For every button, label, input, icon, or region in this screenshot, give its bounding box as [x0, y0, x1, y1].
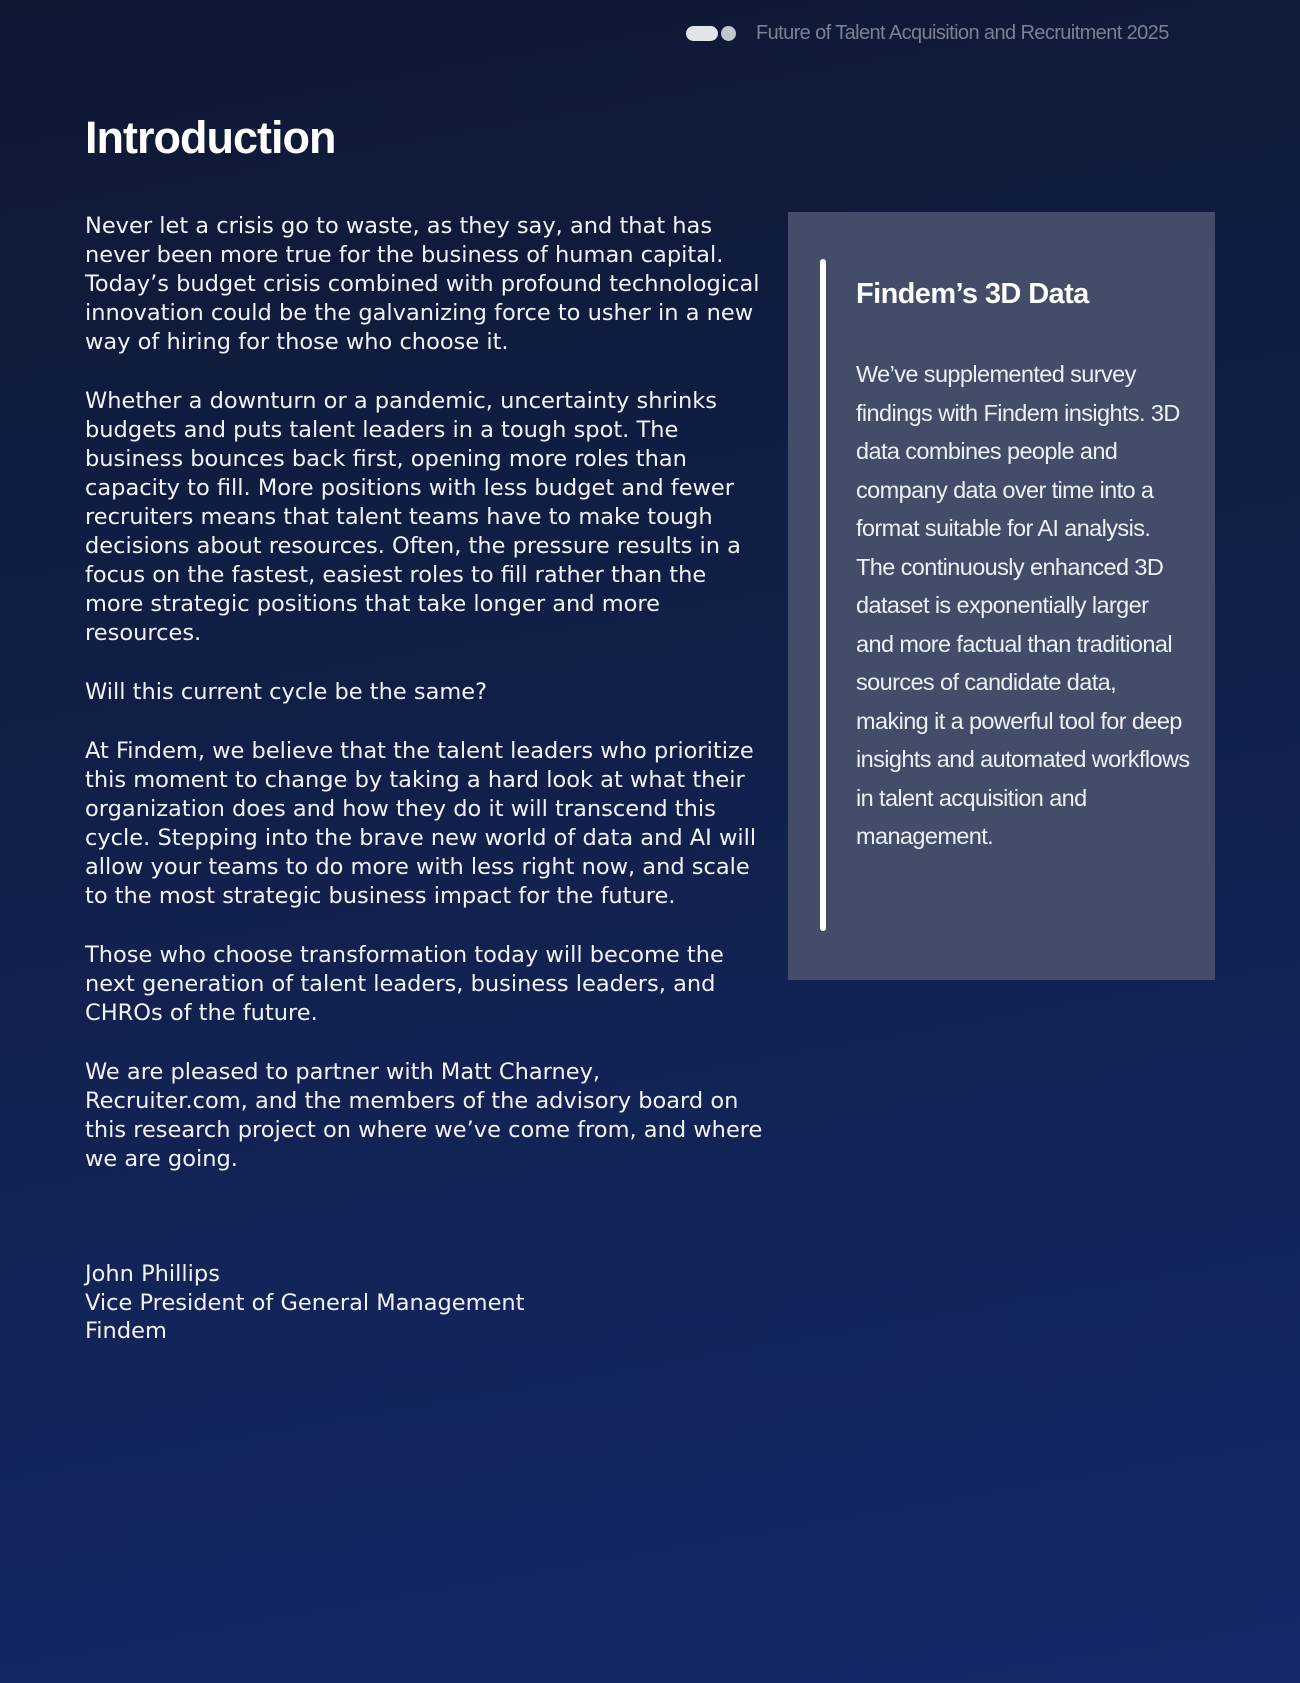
- sidebar-body: We’ve supplemented survey findings with Findem insights. 3D data combines people and company data over time into a format suitable for AI analysis. The continuously enhanced 3D dataset is exponentially larger and more factual than traditional sources of candidate data, making it a powerful tool for deep insights and automated workflows in talent acquisition and management.: [856, 361, 1190, 849]
- paragraph: Whether a downturn or a pandemic, uncertainty shrinks budgets and puts talent leaders in a tough spot. The business bounces back first, opening more roles than capacity to fill. More positions with less budget and fewer recruiters means that talent teams have to make tough decisions about resources. Often, the pressure results in a focus on the fastest, easiest roles to fill rather than the more strategic positions that take longer and more resources.: [85, 388, 741, 646]
- sidebar-callout: [788, 212, 1215, 980]
- paragraph: Will this current cycle be the same?: [85, 679, 488, 705]
- document-title: Future of Talent Acquisition and Recruitment 2025: [756, 21, 1169, 44]
- paragraph: Those who choose transformation today will become the next generation of talent leaders, business leaders, and CHROs of the future.: [85, 942, 724, 1026]
- signature-block: [85, 1260, 525, 1346]
- intro-body: [85, 212, 765, 1204]
- page-title: Introduction: [85, 112, 336, 163]
- paragraph: Never let a crisis go to waste, as they say, and that has never been more true for the business of human capital. Today’s budget crisis combined with profound technological innovation could be the galvanizing force to usher in a new way of hiring for those who choose it.: [85, 213, 760, 355]
- findem-logo-icon: [686, 25, 736, 41]
- signature-title: Vice President of General Management: [85, 1289, 525, 1316]
- signature-company: Findem: [85, 1318, 167, 1344]
- sidebar-heading: Findem’s 3D Data: [856, 278, 1089, 310]
- callout-rule: [820, 259, 826, 931]
- paragraph: We are pleased to partner with Matt Charney, Recruiter.com, and the members of the advisory board on this research project on where we’ve come from, and where we are going.: [85, 1059, 763, 1172]
- page-header: [686, 20, 1246, 46]
- signature-name: John Phillips: [85, 1261, 220, 1287]
- paragraph: At Findem, we believe that the talent leaders who prioritize this moment to change by taking a hard look at what their organization does and how they do it will transcend this cycle. Stepping into the brave new world of data and AI will allow your teams to do more with less right now, and scale to the most strategic business impact for the future.: [85, 738, 757, 909]
